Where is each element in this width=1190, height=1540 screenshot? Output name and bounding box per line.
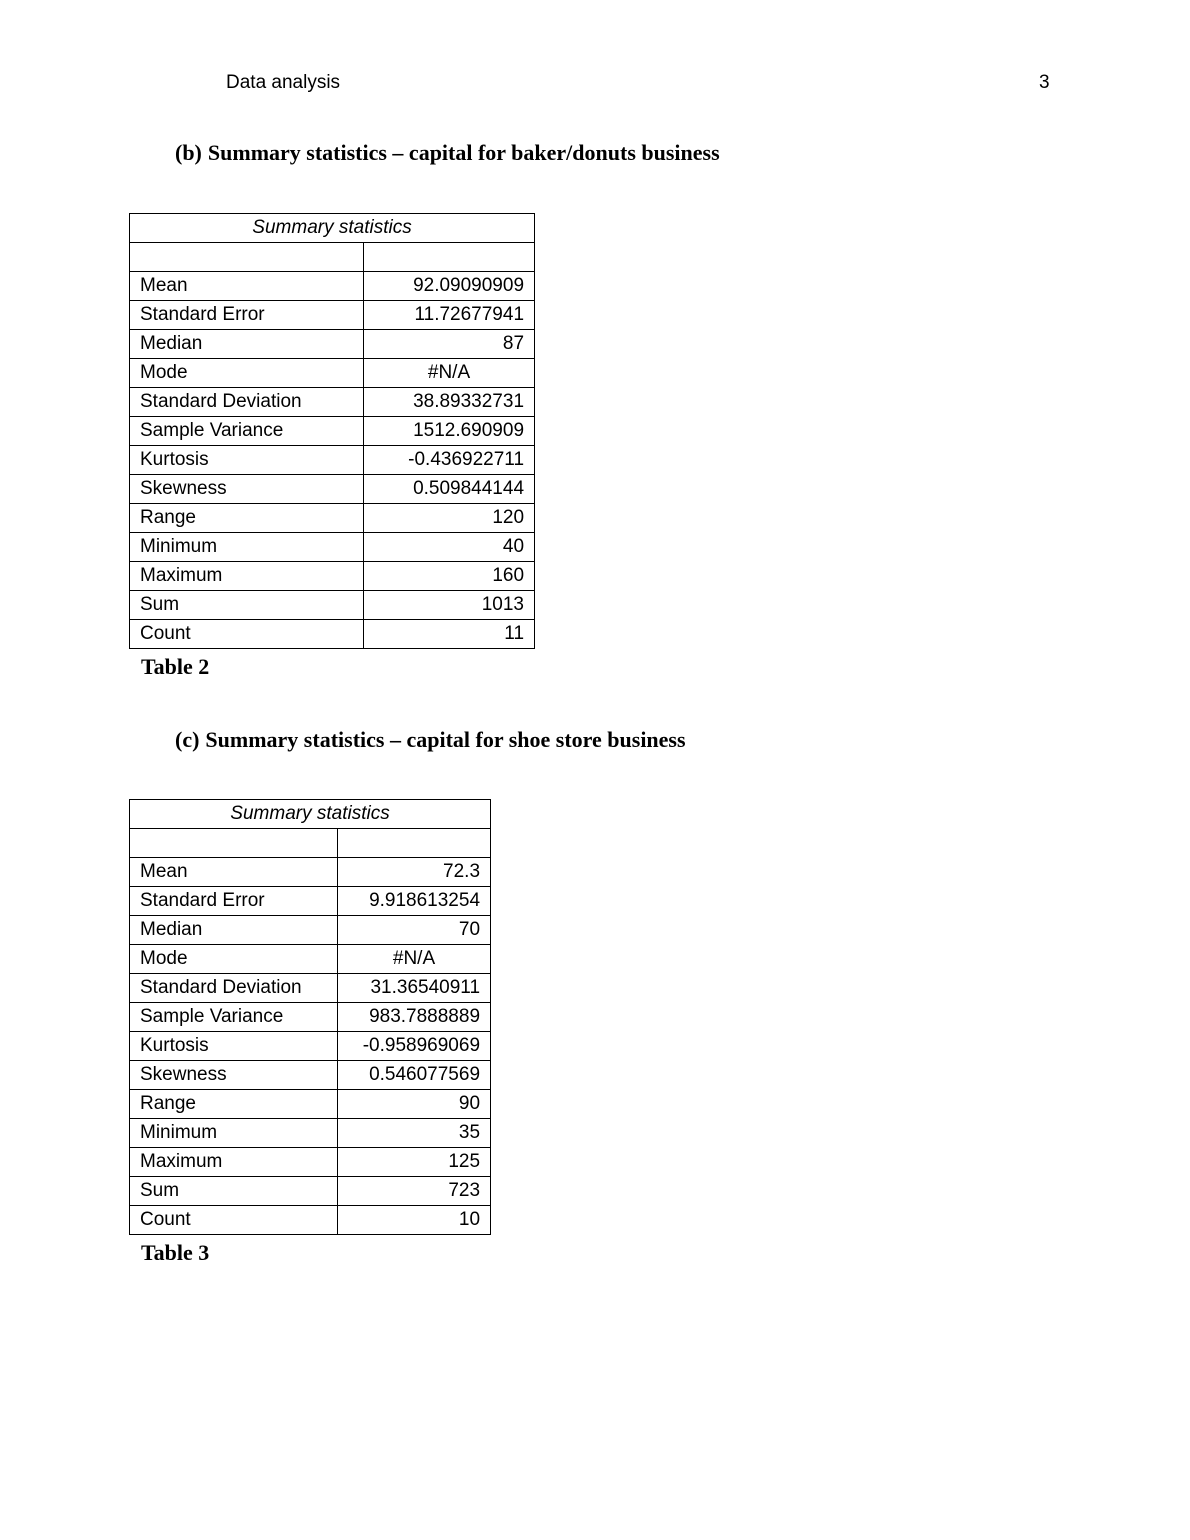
table-row (130, 272, 535, 301)
stat-label: Minimum (130, 1119, 338, 1148)
table-row (130, 916, 491, 945)
table-row (130, 504, 535, 533)
table-row (130, 620, 535, 649)
stat-value: 11.72677941 (364, 301, 535, 330)
stat-value: 35 (338, 1119, 491, 1148)
empty-cell (130, 243, 364, 272)
stat-label: Mean (130, 858, 338, 887)
stat-value: #N/A (338, 945, 491, 974)
table-row (130, 301, 535, 330)
table-row (130, 1090, 491, 1119)
stat-label: Sum (130, 591, 364, 620)
stat-label: Mean (130, 272, 364, 301)
stat-label: Mode (130, 359, 364, 388)
table-row (130, 475, 535, 504)
table-row (130, 446, 535, 475)
summary-table-b (129, 213, 535, 649)
stat-value: 11 (364, 620, 535, 649)
section-c-title: Summary statistics – capital for shoe store business (205, 727, 686, 752)
stat-label: Median (130, 330, 364, 359)
table-row (130, 1003, 491, 1032)
stat-label: Minimum (130, 533, 364, 562)
stat-value: 120 (364, 504, 535, 533)
stat-value: 92.09090909 (364, 272, 535, 301)
stat-value: 90 (338, 1090, 491, 1119)
stat-label: Skewness (130, 475, 364, 504)
stat-label: Standard Error (130, 887, 338, 916)
stat-label: Standard Error (130, 301, 364, 330)
stat-label: Skewness (130, 1061, 338, 1090)
stat-value: 1013 (364, 591, 535, 620)
table-row (130, 417, 535, 446)
stat-label: Sample Variance (130, 1003, 338, 1032)
stat-value: -0.958969069 (338, 1032, 491, 1061)
stat-value: 0.546077569 (338, 1061, 491, 1090)
summary-table-c (129, 799, 491, 1235)
table-row (130, 562, 535, 591)
stat-value: 31.36540911 (338, 974, 491, 1003)
stat-label: Sum (130, 1177, 338, 1206)
stat-label: Median (130, 916, 338, 945)
table-row (130, 887, 491, 916)
table-row (130, 1032, 491, 1061)
empty-cell (130, 829, 338, 858)
stat-value: 0.509844144 (364, 475, 535, 504)
stat-value: 160 (364, 562, 535, 591)
empty-cell (338, 829, 491, 858)
stat-value: #N/A (364, 359, 535, 388)
page-number: 3 (1039, 72, 1050, 93)
stat-label: Range (130, 1090, 338, 1119)
stat-label: Range (130, 504, 364, 533)
table-row (130, 1206, 491, 1235)
stat-label: Count (130, 1206, 338, 1235)
table-row (130, 974, 491, 1003)
section-b-heading (175, 140, 720, 166)
stat-label: Maximum (130, 1148, 338, 1177)
stat-label: Count (130, 620, 364, 649)
stat-value: -0.436922711 (364, 446, 535, 475)
table-row (130, 533, 535, 562)
stat-label: Kurtosis (130, 1032, 338, 1061)
section-b-title: Summary statistics – capital for baker/donuts business (207, 140, 720, 165)
running-head: Data analysis (226, 72, 341, 93)
table-row (130, 388, 535, 417)
table-row (130, 1061, 491, 1090)
section-c-label: (c) (175, 727, 200, 752)
table-row (130, 359, 535, 388)
table-row (130, 1148, 491, 1177)
stat-value: 983.7888889 (338, 1003, 491, 1032)
table-row (130, 591, 535, 620)
stat-value: 125 (338, 1148, 491, 1177)
stat-label: Standard Deviation (130, 974, 338, 1003)
stat-value: 40 (364, 533, 535, 562)
table-row (130, 1119, 491, 1148)
table-row (130, 945, 491, 974)
stat-label: Standard Deviation (130, 388, 364, 417)
section-c-heading (175, 727, 686, 753)
stat-value: 10 (338, 1206, 491, 1235)
table-row (130, 1177, 491, 1206)
stat-label: Sample Variance (130, 417, 364, 446)
table-2-caption: Table 2 (141, 654, 210, 679)
table-title: Summary statistics (130, 800, 491, 829)
stat-value: 1512.690909 (364, 417, 535, 446)
table-title: Summary statistics (130, 214, 535, 243)
table-row (130, 330, 535, 359)
stat-label: Mode (130, 945, 338, 974)
section-b-label: (b) (175, 140, 202, 165)
stat-value: 723 (338, 1177, 491, 1206)
stat-label: Maximum (130, 562, 364, 591)
table-3-caption: Table 3 (141, 1240, 210, 1265)
stat-value: 9.918613254 (338, 887, 491, 916)
table-row (130, 858, 491, 887)
empty-cell (364, 243, 535, 272)
stat-label: Kurtosis (130, 446, 364, 475)
stat-value: 72.3 (338, 858, 491, 887)
stat-value: 87 (364, 330, 535, 359)
stat-value: 38.89332731 (364, 388, 535, 417)
stat-value: 70 (338, 916, 491, 945)
